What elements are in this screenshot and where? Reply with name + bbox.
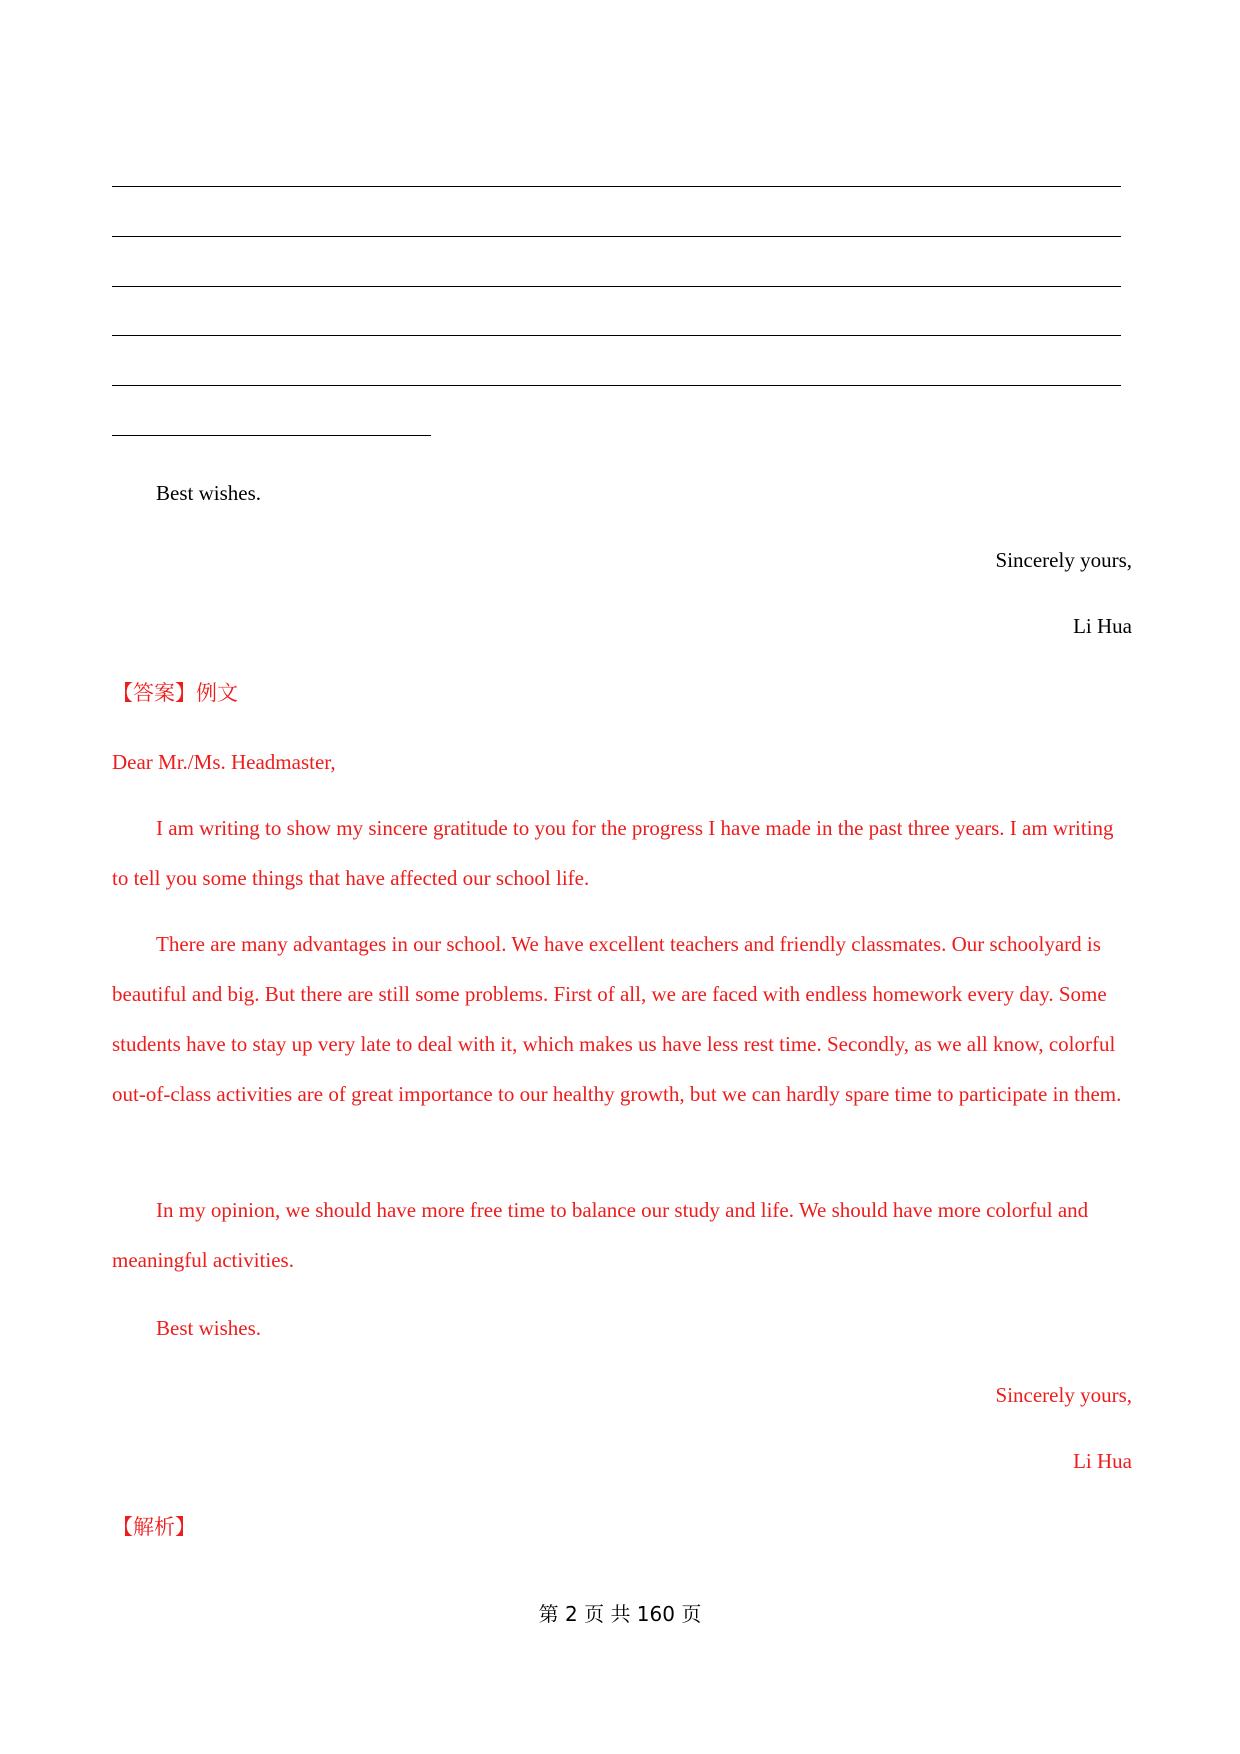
writing-line: [112, 335, 1121, 336]
answer-salutation: Dear Mr./Ms. Headmaster,: [112, 750, 336, 774]
answer-header: 【答案】例文: [112, 681, 238, 705]
writing-line: [112, 186, 1121, 187]
writing-line: [112, 385, 1121, 386]
template-closing: Best wishes.: [156, 481, 261, 505]
writing-line: [112, 286, 1121, 287]
answer-paragraph-1: I am writing to show my sincere gratitude to you for the progress I have made in the past three years. I am writing to tell you some things that have affected our school life.: [112, 816, 1114, 890]
writing-line: [112, 236, 1121, 237]
page-number-footer: 第 2 页 共 160 页: [538, 1602, 702, 1626]
answer-paragraph-2: There are many advantages in our school. We have excellent teachers and friendly classmates. Our schoolyard is beautiful and big. But there are still some problems. First of all, we are faced with endless homework every day. Some students have to stay up very late to deal with it, which makes us have less rest time. Secondly, as we all know, colorful out-of-class activities are of great importance to our healthy growth, but we can hardly spare time to participate in them.: [112, 932, 1122, 1106]
analysis-header: 【解析】: [112, 1515, 196, 1539]
template-sign-off: Sincerely yours,: [995, 548, 1132, 572]
template-signature: Li Hua: [1073, 614, 1132, 638]
writing-line-short: [112, 435, 431, 436]
answer-paragraph-3: In my opinion, we should have more free time to balance our study and life. We should have more colorful and meaningful activities.: [112, 1198, 1089, 1272]
answer-closing: Best wishes.: [156, 1316, 261, 1340]
answer-sign-off: Sincerely yours,: [995, 1383, 1132, 1407]
answer-signature: Li Hua: [1073, 1449, 1132, 1473]
